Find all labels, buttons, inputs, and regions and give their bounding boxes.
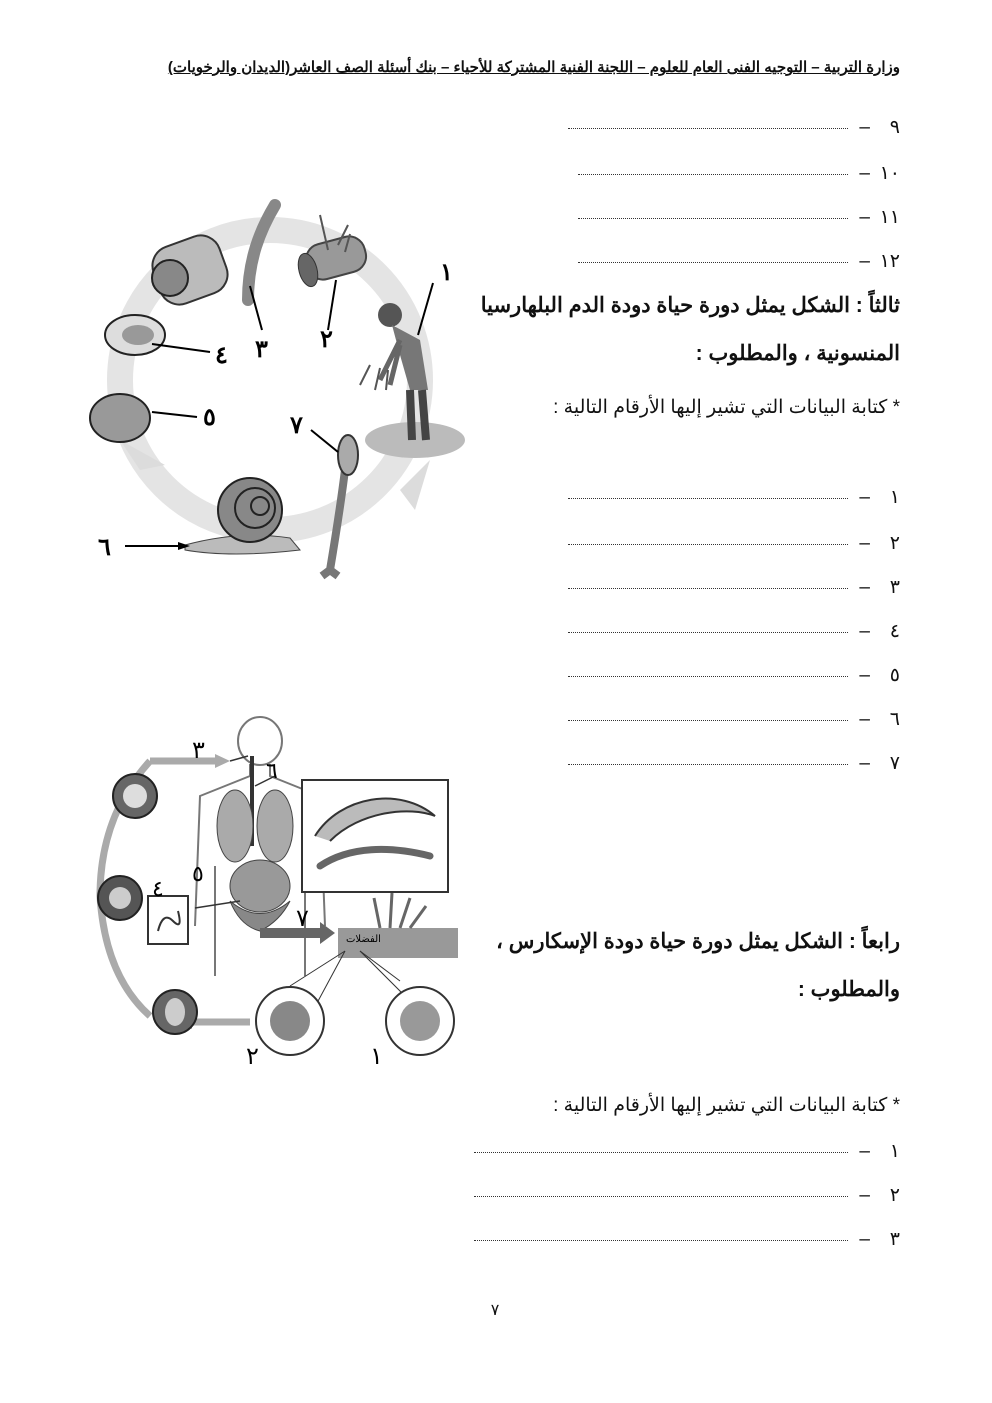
feces-label: الفضلات <box>346 934 381 945</box>
fig1-label-6: ٦ <box>98 532 111 561</box>
q3-answer-line-2[interactable]: ٢– <box>568 532 900 555</box>
q3-answer-line-4[interactable]: ٤– <box>568 620 900 643</box>
q4-answer-line-2[interactable]: ٢– <box>474 1184 900 1207</box>
fig1-label-3: ٣ <box>255 334 268 363</box>
fig1-label-1: ١ <box>440 257 453 286</box>
q3-answer-line-3[interactable]: ٣– <box>568 576 900 599</box>
page-number: ٧ <box>490 1302 500 1319</box>
q3-answer-line-7[interactable]: ٧– <box>568 752 900 775</box>
question-3-title: ثالثاً : الشكل يمثل دورة حياة دودة الدم البلهارسيا المنسونية ، والمطلوب : <box>480 294 900 365</box>
question-4-title: رابعاً : الشكل يمثل دورة حياة دودة الإسكارس ، والمطلوب : <box>496 930 900 1001</box>
question-4-instruction: * كتابة البيانات التي تشير إليها الأرقام التالية : <box>553 1095 900 1116</box>
q3-answer-line-1[interactable]: ١– <box>568 486 900 509</box>
fig2-label-2: ٢ <box>246 1042 259 1070</box>
q4-answer-line-3[interactable]: ٣– <box>474 1228 900 1251</box>
schistosoma-lifecycle-figure <box>70 190 470 580</box>
fig1-label-7: ٧ <box>290 410 303 439</box>
fig2-label-3: ٣ <box>192 736 205 764</box>
ascaris-lifecycle-figure <box>80 716 460 1072</box>
answer-line-12[interactable]: ١٢– <box>578 250 900 273</box>
answer-line-10[interactable]: ١٠– <box>578 162 900 185</box>
intestine-egg-illustration <box>105 230 233 355</box>
fig2-label-5: ٥ <box>192 862 204 887</box>
soil-grass-illustration <box>338 893 458 958</box>
miracidium-illustration <box>90 394 150 442</box>
q4-answer-line-1[interactable]: ١– <box>474 1140 900 1163</box>
fig2-label-1: ١ <box>370 1042 383 1070</box>
fig1-label-4: ٤ <box>215 340 228 369</box>
fig2-label-4: ٤ <box>152 877 164 902</box>
answer-line-9[interactable]: ٩– <box>568 116 900 139</box>
fig1-label-2: ٢ <box>320 324 333 353</box>
answer-line-11[interactable]: ١١– <box>578 206 900 229</box>
fig2-label-6: ٦ <box>266 759 278 784</box>
fig2-label-7: ٧ <box>296 904 309 932</box>
q3-answer-line-5[interactable]: ٥– <box>568 664 900 687</box>
question-3-instruction: * كتابة البيانات التي تشير إليها الأرقام التالية : <box>553 397 900 418</box>
page-header: وزارة التربية – التوجيه الفنى العام للعلوم – اللجنة الفنية المشتركة للأحياء – بنك أسئلة الصف العاشر(الديدان والرخويات) <box>167 59 900 76</box>
larva-box <box>148 896 188 944</box>
q3-answer-line-6[interactable]: ٦– <box>568 708 900 731</box>
fig1-label-5: ٥ <box>203 402 216 431</box>
